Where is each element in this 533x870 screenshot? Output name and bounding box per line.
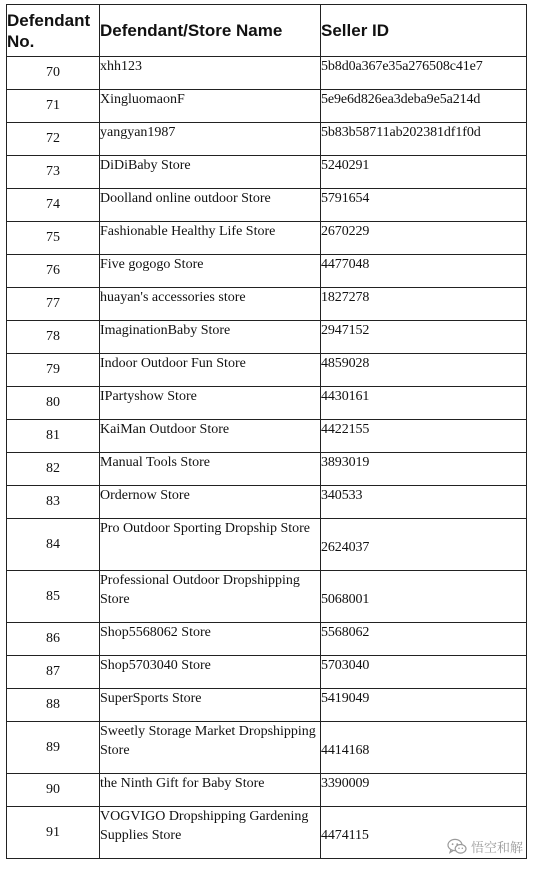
defendant-number: 78: [7, 321, 100, 354]
seller-id: 5419049: [321, 689, 527, 722]
store-name: ImaginationBaby Store: [100, 321, 321, 354]
table-row: [7, 123, 527, 156]
store-name: Shop5568062 Store: [100, 623, 321, 656]
defendant-number: 77: [7, 288, 100, 321]
table-row: [7, 354, 527, 387]
header-defendant-no: Defendant No.: [7, 5, 100, 57]
defendant-number: 89: [7, 722, 100, 774]
store-name: VOGVIGO Dropshipping Gardening Supplies Store: [100, 807, 321, 859]
seller-id: 3390009: [321, 774, 527, 807]
store-name: SuperSports Store: [100, 689, 321, 722]
defendant-number: 87: [7, 656, 100, 689]
defendant-number: 81: [7, 420, 100, 453]
store-name: xhh123: [100, 57, 321, 90]
defendant-number: 80: [7, 387, 100, 420]
store-name: the Ninth Gift for Baby Store: [100, 774, 321, 807]
table-row: [7, 387, 527, 420]
table-row: [7, 288, 527, 321]
table-row: [7, 722, 527, 774]
header-seller-id: Seller ID: [321, 5, 527, 57]
defendant-number: 90: [7, 774, 100, 807]
defendant-number: 86: [7, 623, 100, 656]
seller-id: 5b83b58711ab202381df1f0d: [321, 123, 527, 156]
store-name: yangyan1987: [100, 123, 321, 156]
seller-id: 5e9e6d826ea3deba9e5a214d: [321, 90, 527, 123]
seller-id: 4430161: [321, 387, 527, 420]
defendant-number: 85: [7, 571, 100, 623]
store-name: Pro Outdoor Sporting Dropship Store: [100, 519, 321, 571]
seller-id: 4477048: [321, 255, 527, 288]
store-name: Five gogogo Store: [100, 255, 321, 288]
store-name: Manual Tools Store: [100, 453, 321, 486]
wechat-icon: [447, 838, 467, 855]
store-name: XingluomaonF: [100, 90, 321, 123]
seller-id: 340533: [321, 486, 527, 519]
defendant-number: 91: [7, 807, 100, 859]
defendant-number: 83: [7, 486, 100, 519]
seller-id: 5240291: [321, 156, 527, 189]
table-row: [7, 519, 527, 571]
store-name: Shop5703040 Store: [100, 656, 321, 689]
table-row: [7, 571, 527, 623]
table-row: [7, 255, 527, 288]
seller-id: 4414168: [321, 722, 527, 774]
seller-id: 1827278: [321, 288, 527, 321]
table-header-row: [7, 5, 527, 57]
store-name: Sweetly Storage Market Dropshipping Store: [100, 722, 321, 774]
table-row: [7, 420, 527, 453]
store-name: Indoor Outdoor Fun Store: [100, 354, 321, 387]
table-row: [7, 57, 527, 90]
header-store-name: Defendant/Store Name: [100, 5, 321, 57]
seller-id: 5b8d0a367e35a276508c41e7: [321, 57, 527, 90]
watermark-text: 悟空和解: [470, 841, 523, 856]
seller-id: 5703040: [321, 656, 527, 689]
store-name: IPartyshow Store: [100, 387, 321, 420]
seller-id: 2670229: [321, 222, 527, 255]
defendant-number: 75: [7, 222, 100, 255]
defendant-number: 76: [7, 255, 100, 288]
store-name: KaiMan Outdoor Store: [100, 420, 321, 453]
table-row: [7, 189, 527, 222]
defendant-number: 71: [7, 90, 100, 123]
table-row: [7, 774, 527, 807]
store-name: Fashionable Healthy Life Store: [100, 222, 321, 255]
table-row: [7, 689, 527, 722]
watermark: [447, 837, 523, 856]
defendant-number: 70: [7, 57, 100, 90]
seller-id: 2947152: [321, 321, 527, 354]
table-row: [7, 321, 527, 354]
defendant-number: 79: [7, 354, 100, 387]
defendant-number: 82: [7, 453, 100, 486]
table-row: [7, 486, 527, 519]
store-name: Ordernow Store: [100, 486, 321, 519]
seller-id: 4422155: [321, 420, 527, 453]
seller-id: 5068001: [321, 571, 527, 623]
store-name: Doolland online outdoor Store: [100, 189, 321, 222]
table-row: [7, 156, 527, 189]
seller-id: 5791654: [321, 189, 527, 222]
table-row: [7, 90, 527, 123]
seller-id: 4859028: [321, 354, 527, 387]
table-row: [7, 656, 527, 689]
store-name: Professional Outdoor Dropshipping Store: [100, 571, 321, 623]
table-row: [7, 222, 527, 255]
seller-id: 5568062: [321, 623, 527, 656]
defendant-number: 84: [7, 519, 100, 571]
defendant-number: 74: [7, 189, 100, 222]
table-row: [7, 453, 527, 486]
seller-id: 4474115: [321, 807, 527, 859]
defendant-number: 73: [7, 156, 100, 189]
defendant-number: 72: [7, 123, 100, 156]
table-row: [7, 623, 527, 656]
defendant-number: 88: [7, 689, 100, 722]
store-name: huayan's accessories store: [100, 288, 321, 321]
defendants-table: [6, 4, 527, 859]
store-name: DiDiBaby Store: [100, 156, 321, 189]
seller-id: 3893019: [321, 453, 527, 486]
seller-id: 2624037: [321, 519, 527, 571]
